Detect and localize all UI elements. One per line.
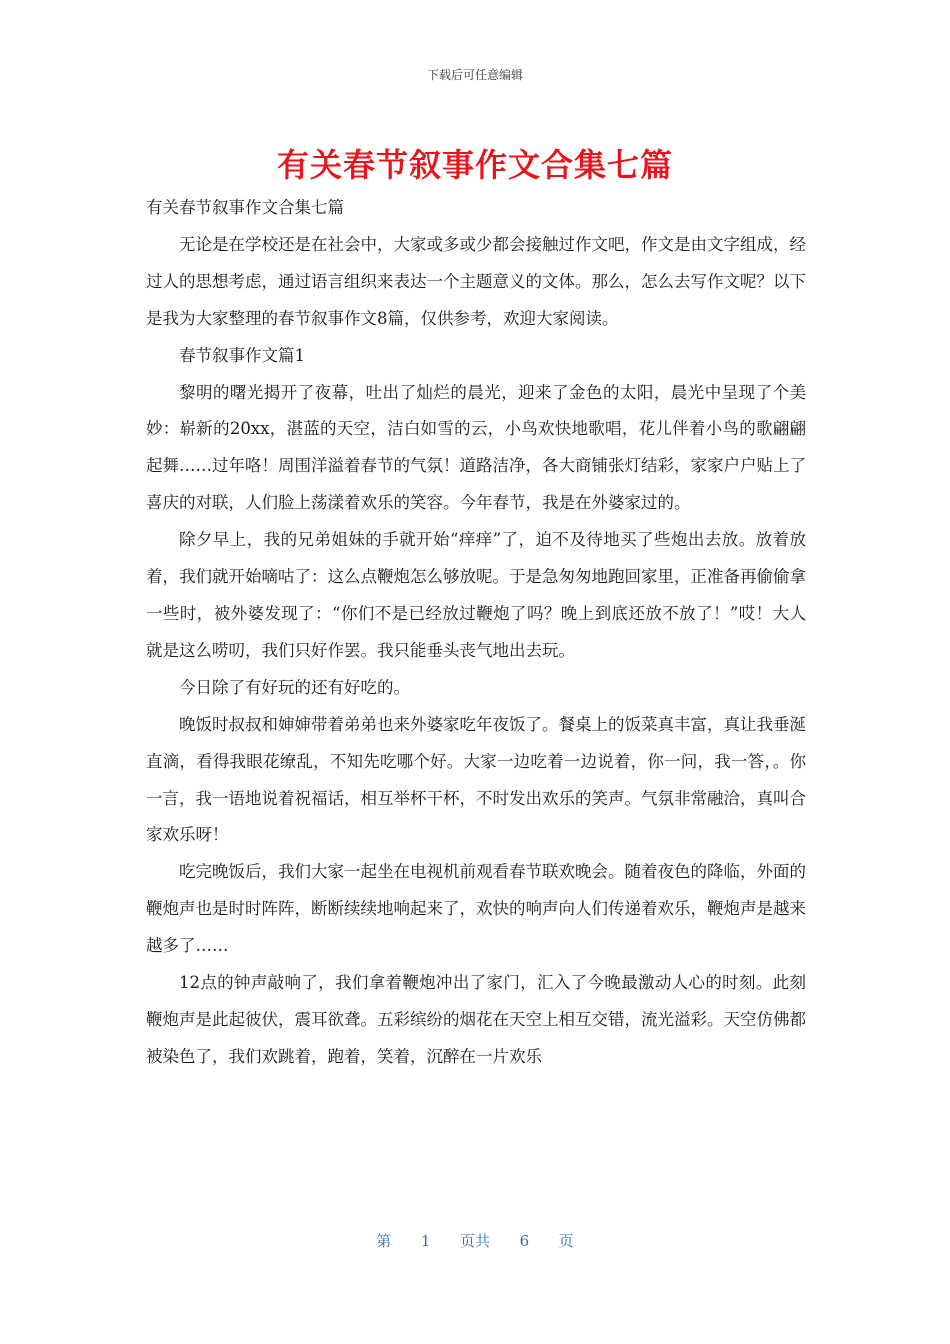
document-title: 有关春节叙事作文合集七篇 [276,146,673,184]
paragraph-1: 无论是在学校还是在社会中，大家或多或少都会接触过作文吧，作文是由文字组成，经过人的思想考虑，通过语言组织来表达一个主题意义的文体。那么，怎么去写作文呢？以下是我为大家整理的春节叙事作文8篇，仅供参考，欢迎大家阅读。 [146,234,806,328]
paragraph-7: 吃完晚饭后，我们大家一起坐在电视机前观看春节联欢晚会。随着夜色的降临，外面的鞭炮声也是时时阵阵，断断续续地响起来了，欢快的响声向人们传递着欢乐，鞭炮声是越来越多了…… [146,862,806,956]
page-footer [0,1230,950,1251]
paragraph-6: 晚饭时叔叔和婶婶带着弟弟也来外婆家吃年夜饭了。餐桌上的饭菜真丰富，真让我垂涎直滴，看得我眼花缭乱，不知先吃哪个好。大家一边吃着一边说着，你一问，我一答，。你一言，我一语地说着祝福话，相互举杯干杯，不时发出欢乐的笑声。气氛非常融洽，真叫合家欢乐呀！ [146,714,806,845]
header-note: 下载后可任意编辑 [426,68,523,82]
footer-label-of: 页共 [459,1232,490,1250]
footer-total-pages: 6 [519,1232,530,1250]
footer-current-page: 1 [420,1232,431,1250]
footer-label-page: 第 [376,1232,392,1250]
document-body [146,190,806,1076]
section-heading: 春节叙事作文篇1 [179,345,305,365]
paragraph-5: 今日除了有好玩的还有好吃的。 [179,677,410,697]
footer-label-end: 页 [558,1232,574,1250]
paragraph-0: 有关春节叙事作文合集七篇 [146,198,344,217]
paragraph-8: 12点的钟声敲响了，我们拿着鞭炮冲出了家门，汇入了今晚最激动人心的时刻。此刻鞭炮声是此起彼伏，震耳欲聋。五彩缤纷的烟花在天空上相互交错，流光溢彩。天空仿佛都被染色了，我们欢跳着，跑着，笑着，沉醉在一片欢乐 [146,973,806,1066]
paragraph-4: 除夕早上，我的兄弟姐妹的手就开始“痒痒”了，迫不及待地买了些炮出去放。放着放着，我们就开始嘀咕了：这么点鞭炮怎么够放呢。于是急匆匆地跑回家里，正准备再偷偷拿一些时，被外婆发现了：“你们不是已经放过鞭炮了吗？晚上到底还放不放了！”哎！大人就是这么唠叨，我们只好作罢。我只能垂头丧气地出去玩。 [146,530,806,660]
paragraph-3: 黎明的曙光揭开了夜幕，吐出了灿烂的晨光，迎来了金色的太阳，晨光中呈现了个美妙：崭新的20xx，湛蓝的天空，洁白如雪的云，小鸟欢快地歌唱，花儿伴着小鸟的歌翩翩起舞……过年咯！周围洋溢着春节的气氛！道路洁净，各大商铺张灯结彩，家家户户贴上了喜庆的对联，人们脸上荡漾着欢乐的笑容。今年春节，我是在外婆家过的。 [146,382,806,513]
